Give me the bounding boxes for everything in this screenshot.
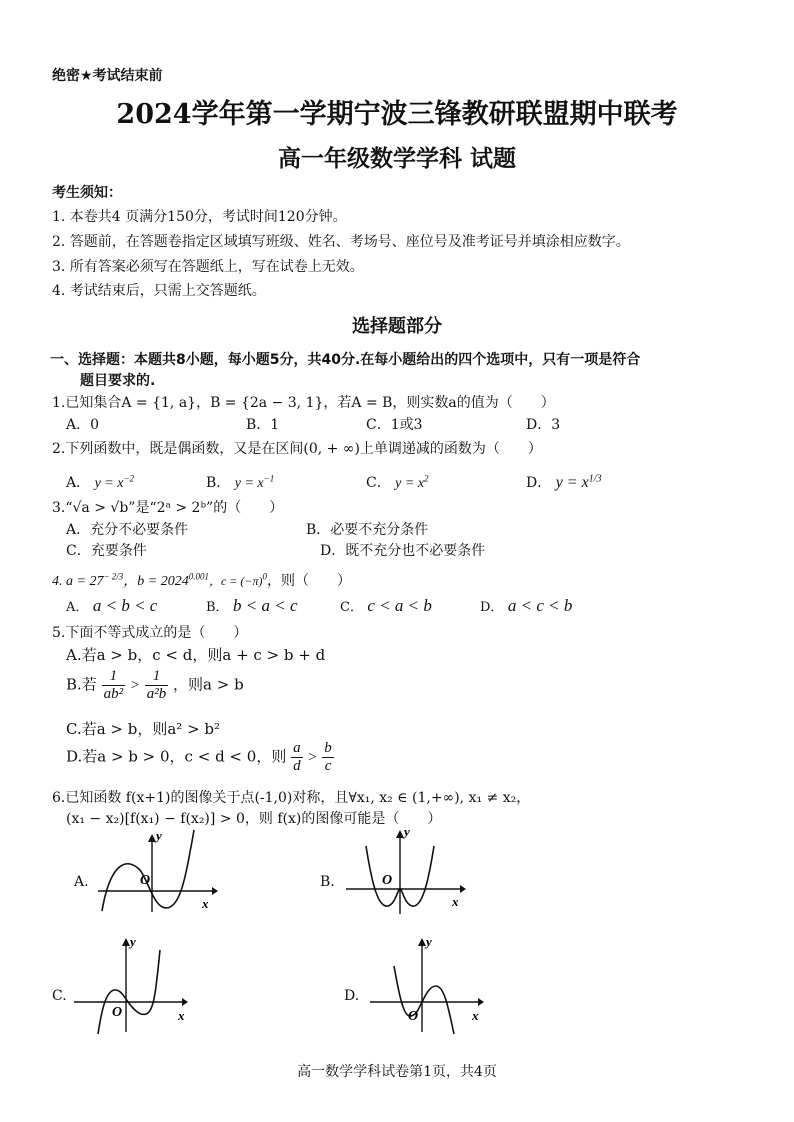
q2-option-c: C． $y = x^2$ [366, 473, 429, 491]
q3-option-a: A．充分不必要条件 [66, 522, 189, 538]
q2-option-d: D． $y = x^{1/3}$ [526, 473, 602, 491]
q6-graph-b [342, 822, 472, 918]
q6-option-a-label: A. [74, 874, 89, 890]
confidential-mark: 绝密★考试结束前 [52, 68, 163, 84]
q6-stem-cont: (x₁ − x₂)[f(x₁) − f(x₂)] > 0，则 f(x)的图像可能是（ ） [66, 811, 442, 827]
q3-option-d: D．既不充分也不必要条件 [320, 543, 486, 559]
graph-c-x-label: x [178, 1008, 185, 1023]
q4-option-c: C． c < a < b [340, 596, 432, 615]
q6-graph-a [96, 826, 226, 916]
notice-item: 2. 答题前，在答题卷指定区域填写班级、姓名、考场号、座位号及准考证号并填涂相应数字。 [52, 234, 630, 250]
graph-b-origin-label: O [382, 873, 393, 888]
q2-option-b: B． $y = x^{-1}$ [206, 473, 275, 491]
q6-stem: 6.已知函数 f(x+1)的图像关于点(-1,0)对称，且∀x₁, x₂ ∈ (1,+∞), x₁ ≠ x₂， [52, 790, 531, 806]
q3-option-b: B．必要不充分条件 [306, 522, 429, 538]
q5-option-c: C.若a > b，则a² > b² [66, 720, 221, 738]
exam-subtitle: 高一年级数学学科 试题 [277, 145, 516, 172]
q3-stem: 3.“√a > √b”是“2ᵃ > 2ᵇ”的（ ） [52, 500, 284, 516]
q1-option-d: D．3 [526, 417, 561, 433]
section-instruction-cont: 题目要求的. [80, 373, 156, 389]
q6-option-d-label: D. [344, 988, 360, 1004]
q1-option-b: B．1 [246, 417, 280, 433]
notice-item: 1. 本卷共4 页满分150分，考试时间120分钟。 [52, 209, 347, 225]
q4-option-b: B． b < a < c [206, 596, 298, 615]
graph-c-origin-label: O [112, 1005, 123, 1020]
graph-a-origin-label: O [140, 873, 151, 888]
q2-stem: 2.下列函数中，既是偶函数，又是在区间(0, + ∞)上单调递减的函数为（ ） [52, 441, 542, 457]
notice-item: 3. 所有答案必须写在答题纸上，写在试卷上无效。 [52, 259, 364, 275]
q6-option-b-label: B. [320, 874, 335, 890]
q5-stem: 5.下面不等式成立的是（ ） [52, 625, 248, 641]
notice-item: 4. 考试结束后，只需上交答题纸。 [52, 283, 266, 299]
graph-d-origin-label: O [408, 1009, 419, 1024]
q1-option-c: C．1或3 [366, 417, 423, 433]
q6-graph-c [70, 930, 200, 1036]
q1-stem: 1.已知集合A = {1, a}，B = {2a − 3, 1}，若A = B，则实数a的值为（ ） [52, 395, 555, 411]
page-footer: 高一数学学科试卷第1页，共4页 [297, 1064, 497, 1080]
q5-option-a: A.若a > b，c < d，则a + c > b + d [66, 646, 326, 664]
q5-option-d: D.若a > b > 0，c < d < 0，则 $\frac{a}{d}$ > $\frac{b}{c}$ [66, 740, 332, 774]
q4-option-a: A． a < b < c [66, 596, 158, 615]
graph-d-x-label: x [472, 1008, 479, 1023]
q5-option-b: B.若 $\frac{1}{\text{ab²}}$ > $\frac{1}{\text{a²b}}$ ，则a > b [66, 668, 244, 702]
graph-a-y-label: y [156, 828, 162, 843]
q4-option-d: D． a < c < b [480, 596, 573, 615]
q2-option-a: A． $y = x^{-2}$ [66, 473, 135, 491]
graph-b-x-label: x [452, 894, 459, 909]
notice-heading: 考生须知： [52, 185, 122, 201]
graph-b-y-label: y [404, 824, 410, 839]
graph-c-y-label: y [130, 934, 136, 949]
graph-a-x-label: x [202, 896, 209, 911]
section-title: 选择题部分 [352, 316, 442, 337]
graph-d-y-label: y [426, 934, 432, 949]
exam-title: 2024学年第一学期宁波三锋教研联盟期中联考 [116, 99, 678, 130]
q3-option-c: C．充要条件 [66, 543, 147, 559]
q1-option-a: A．0 [66, 417, 100, 433]
q6-option-c-label: C. [52, 988, 67, 1004]
section-instruction: 一、选择题：本题共8小题，每小题5分，共40分.在每小题给出的四个选项中，只有一项是符合 [50, 352, 641, 368]
q6-graph-d [364, 930, 494, 1036]
q4-stem: 4. $a = 27^{- 2/3}$，$b = 2024^{0.001}$，$c = (-\pi)^0$，则（ ） [52, 571, 352, 589]
